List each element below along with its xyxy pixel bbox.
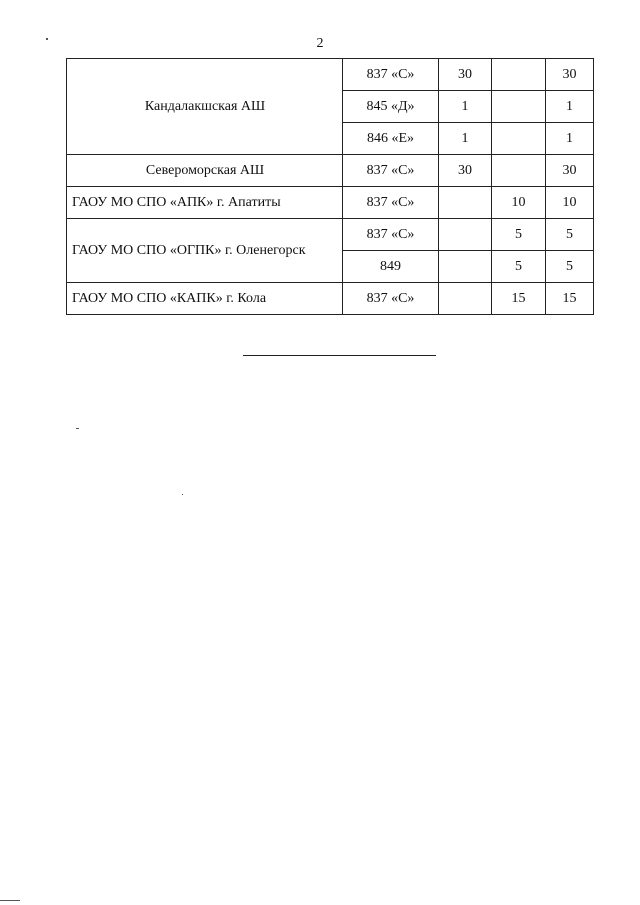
value-cell-2: 10 [492,187,546,219]
value-cell-1: 1 [439,123,492,155]
table-row [67,187,594,219]
value-cell-1: 30 [439,59,492,91]
value-cell-1: 30 [439,155,492,187]
scan-speck [76,428,79,429]
total-cell: 30 [546,59,594,91]
code-cell: 837 «С» [343,187,439,219]
org-name-cell: ГАОУ МО СПО «АПК» г. Апатиты [67,187,343,219]
org-name-cell: Кандалакшская АШ [67,59,343,155]
table-row [67,219,594,251]
table-row [67,59,594,91]
code-cell: 837 «С» [343,59,439,91]
value-cell-2 [492,123,546,155]
value-cell-1 [439,219,492,251]
end-rule [243,355,436,356]
value-cell-2: 15 [492,283,546,315]
total-cell: 5 [546,251,594,283]
scan-speck [46,38,48,40]
page-number: 2 [316,36,324,51]
code-cell: 837 «С» [343,155,439,187]
scan-edge [0,900,20,901]
code-cell: 849 [343,251,439,283]
allocation-table [66,58,594,315]
code-cell: 846 «Е» [343,123,439,155]
code-cell: 837 «С» [343,219,439,251]
value-cell-2 [492,59,546,91]
org-name-cell: ГАОУ МО СПО «КАПК» г. Кола [67,283,343,315]
org-name-cell: Североморская АШ [67,155,343,187]
total-cell: 5 [546,219,594,251]
table-row [67,155,594,187]
value-cell-1: 1 [439,91,492,123]
value-cell-1 [439,187,492,219]
total-cell: 10 [546,187,594,219]
table-row [67,283,594,315]
total-cell: 15 [546,283,594,315]
total-cell: 1 [546,91,594,123]
value-cell-2 [492,155,546,187]
value-cell-1 [439,251,492,283]
value-cell-1 [439,283,492,315]
scan-speck [182,494,183,495]
code-cell: 845 «Д» [343,91,439,123]
value-cell-2: 5 [492,219,546,251]
code-cell: 837 «С» [343,283,439,315]
org-name-cell: ГАОУ МО СПО «ОГПК» г. Оленегорск [67,219,343,283]
total-cell: 1 [546,123,594,155]
value-cell-2 [492,91,546,123]
value-cell-2: 5 [492,251,546,283]
total-cell: 30 [546,155,594,187]
